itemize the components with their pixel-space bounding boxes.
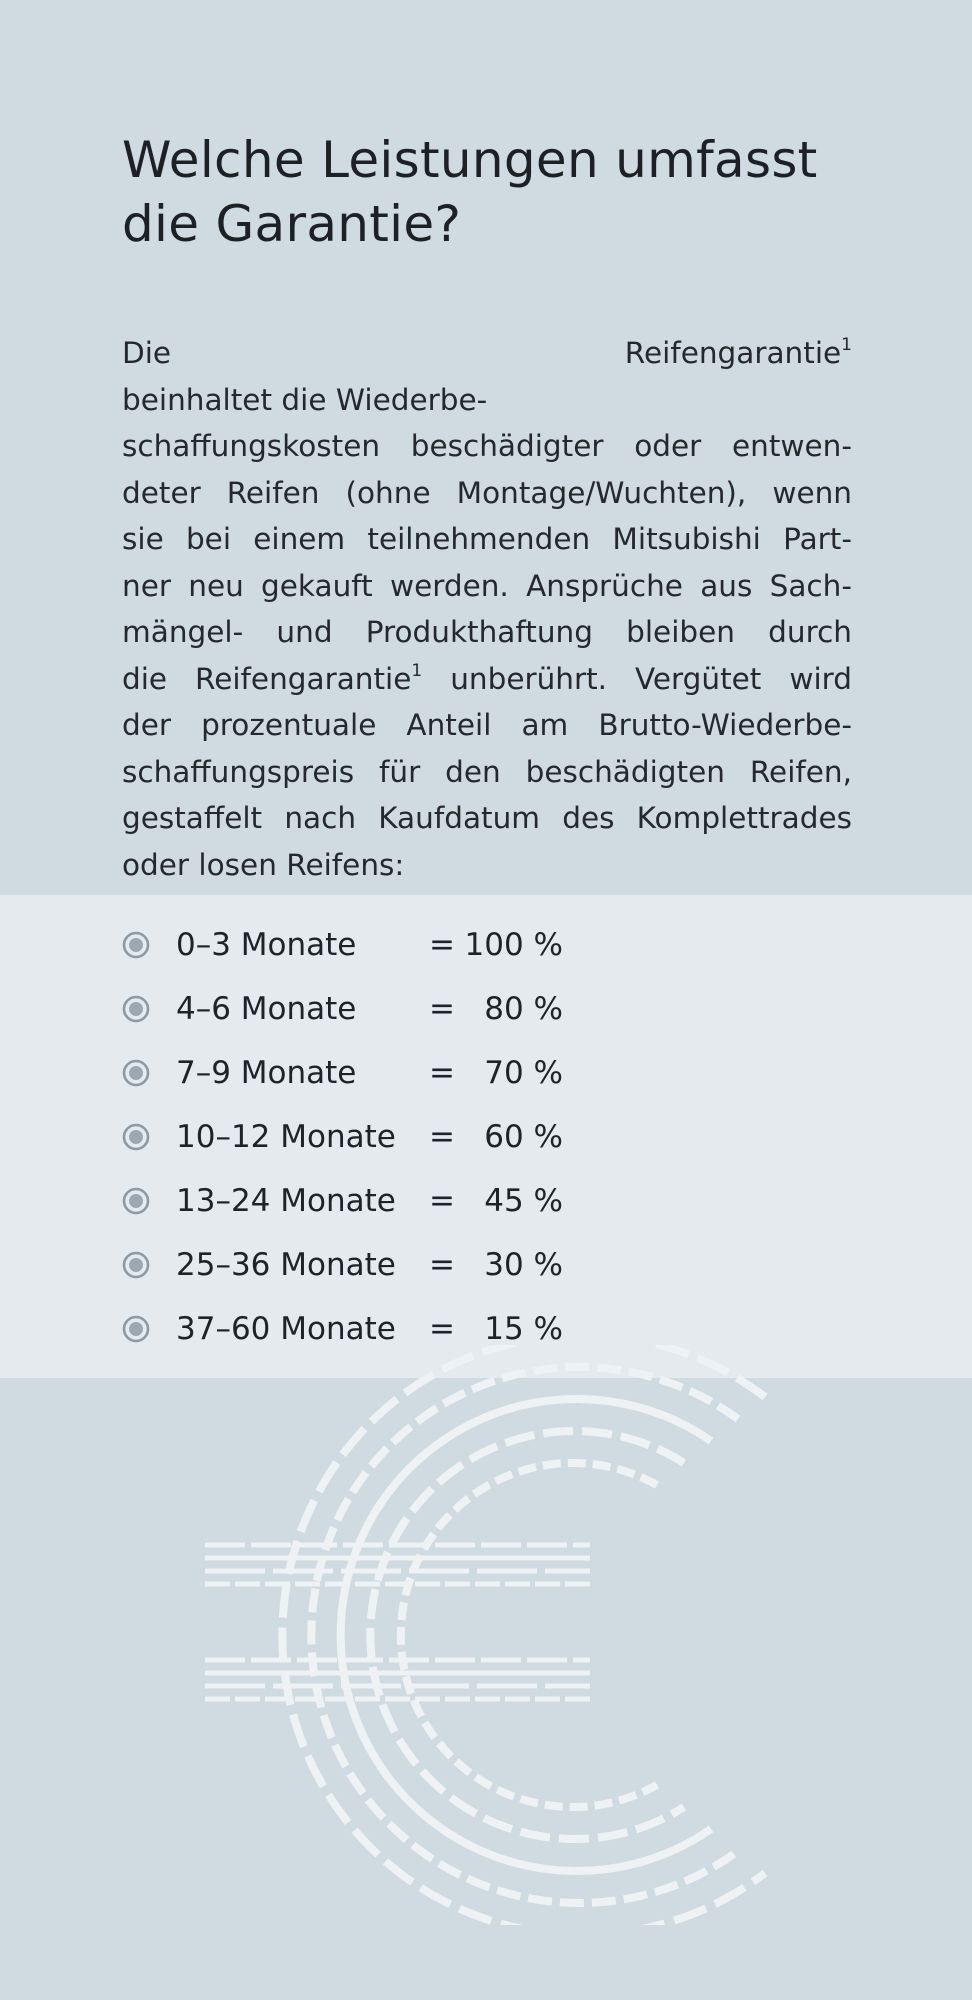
title-line-1: Welche Leistungen umfasst: [122, 131, 818, 189]
target-bullet-icon: [122, 1123, 150, 1151]
rate-equals: =: [429, 927, 455, 963]
intro-line: der prozentuale Anteil am Brutto-Wiederbe-: [122, 708, 852, 742]
intro-line: sie bei einem teilnehmenden Mitsubishi Part-: [122, 522, 852, 556]
rate-percent: 45 %: [484, 1183, 563, 1219]
rate-equals: =: [429, 1247, 455, 1283]
rate-period: 7–9 Monate: [176, 1055, 357, 1091]
rate-percent: 100 %: [464, 927, 563, 963]
intro-line: Die Reifengarantie$^1$: [122, 335, 852, 370]
rate-period: 37–60 Monate: [176, 1311, 396, 1347]
intro-line: oder losen Reifens:: [122, 847, 405, 882]
rate-row: [122, 913, 563, 977]
rate-period: 0–3 Monate: [176, 927, 357, 963]
rate-percent: 15 %: [484, 1311, 563, 1347]
rate-row: [122, 1169, 563, 1233]
intro-paragraph: Die Reifengarantie$^1$ beinhaltet die Wiederbe- schaffungskosten beschädigter oder entwen- deter Reifen (ohne Montage/Wuchten), wenn sie bei einem teilnehmenden Mitsubishi Part- ner neu gekauft werden. Ansprüche aus Sach- mängel- und Produkthaftung bleiben durch die Reifengarantie$^1$ unberührt. Vergütet wird der prozentuale Anteil am Brutto-Wiederbe- schaffungspreis für den beschädigten Reifen, gestaffelt nach Kaufdatum des Komplettrades oder losen Reifens:: [122, 330, 852, 888]
rate-row: [122, 977, 563, 1041]
rate-percent: 60 %: [484, 1119, 563, 1155]
rate-list: [122, 913, 563, 1361]
target-bullet-icon: [122, 1251, 150, 1279]
intro-line: deter Reifen (ohne Montage/Wuchten), wenn: [122, 475, 852, 510]
intro-line: mängel- und Produkthaftung bleiben durch: [122, 615, 852, 649]
rate-row: [122, 1233, 563, 1297]
rate-row: [122, 1105, 563, 1169]
intro-line: die Reifengarantie$^1$ unberührt. Vergütet wird: [122, 660, 852, 696]
target-bullet-icon: [122, 995, 150, 1023]
rate-row: [122, 1041, 563, 1105]
rate-period: 13–24 Monate: [176, 1183, 396, 1219]
target-bullet-icon: [122, 1059, 150, 1087]
rate-equals: =: [429, 1311, 455, 1347]
intro-line: schaffungspreis für den beschädigten Reifen,: [122, 754, 852, 789]
target-bullet-icon: [122, 931, 150, 959]
rate-period: 4–6 Monate: [176, 991, 357, 1027]
page-title: [122, 128, 882, 256]
rate-percent: 80 %: [484, 991, 563, 1027]
target-bullet-icon: [122, 1315, 150, 1343]
rate-period: 25–36 Monate: [176, 1247, 396, 1283]
footnote-mark: 1: [411, 660, 423, 681]
target-bullet-icon: [122, 1187, 150, 1215]
title-line-2: die Garantie?: [122, 195, 462, 253]
intro-line: schaffungskosten beschädigter oder entwen-: [122, 429, 852, 463]
rate-equals: =: [429, 1119, 455, 1155]
rate-percent: 70 %: [484, 1055, 563, 1091]
intro-line: ner neu gekauft werden. Ansprüche aus Sach-: [122, 568, 852, 603]
rate-equals: =: [429, 1183, 455, 1219]
rate-equals: =: [429, 991, 455, 1027]
rate-equals: =: [429, 1055, 455, 1091]
footnote-mark: 1: [841, 335, 852, 356]
euro-sign-icon: [195, 1345, 795, 1925]
intro-line: gestaffelt nach Kaufdatum des Komplettrades: [122, 801, 852, 835]
rate-percent: 30 %: [484, 1247, 563, 1283]
rate-period: 10–12 Monate: [176, 1119, 396, 1155]
